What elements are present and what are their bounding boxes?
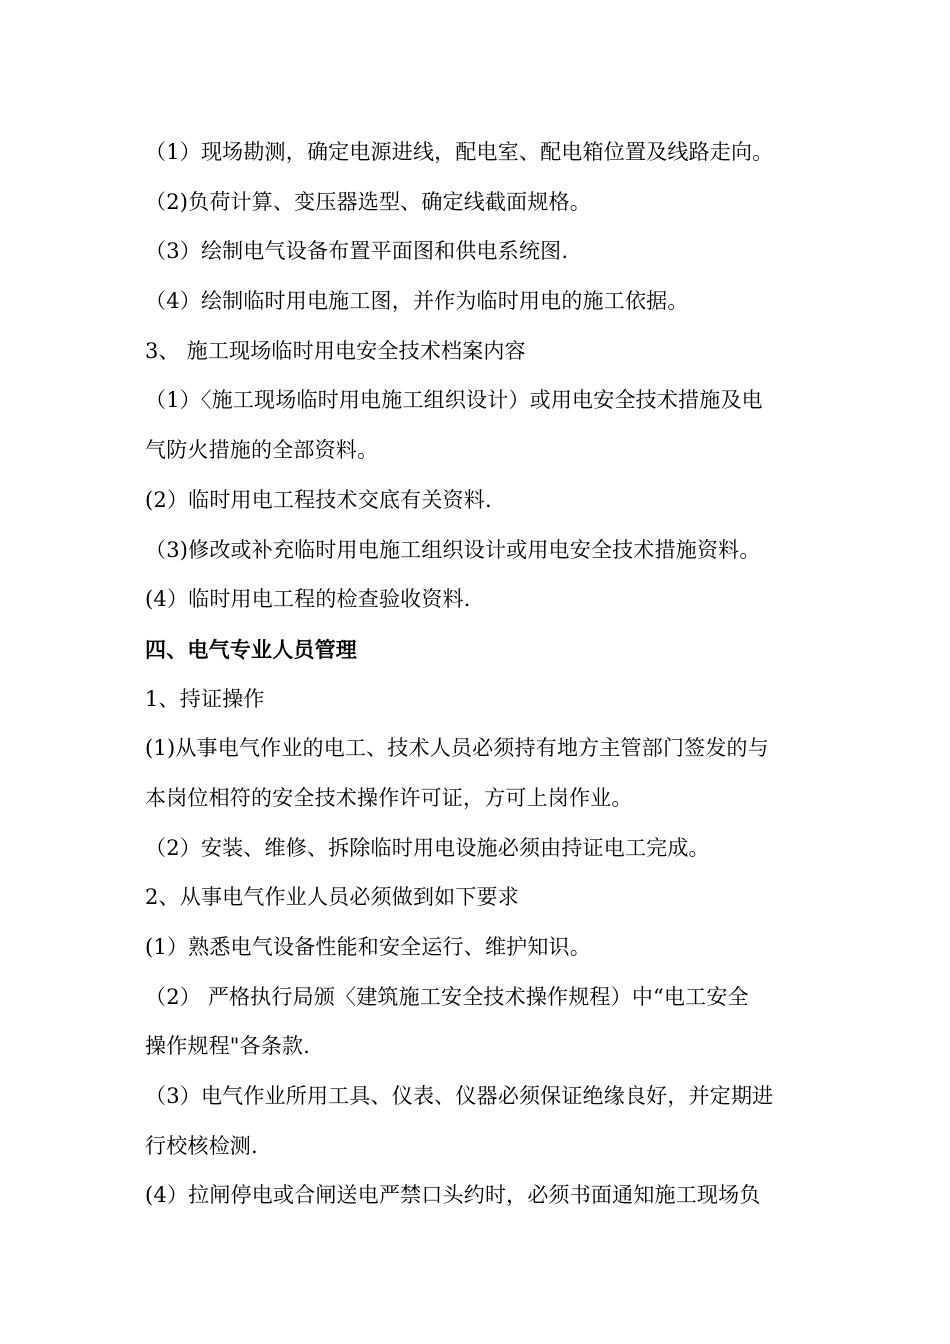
paragraph-line: （2)负荷计算、变压器选型、确定线截面规格。 (145, 189, 591, 214)
paragraph-line: (1）熟悉电气设备性能和安全运行、维护知识。 (145, 935, 591, 959)
paragraph-line: （4）绘制临时用电施工图，并作为临时用电的施工依据。 (145, 289, 689, 314)
paragraph-line: (2）临时用电工程技术交底有关资料. (145, 487, 492, 512)
paragraph-line: （3）电气作业所用工具、仪表、仪器必须保证绝缘良好，并定期进 (145, 1084, 774, 1109)
subsection-heading: 1、持证操作 (145, 686, 265, 711)
paragraph-line: 行校核检测. (145, 1133, 258, 1158)
paragraph-line: (4）拉闸停电或合闸送电严禁口头约时，必须书面通知施工现场负 (145, 1183, 761, 1208)
paragraph-line: （2）安装、维修、拆除临时用电设施必须由持证电工完成。 (145, 835, 710, 860)
paragraph-line: (1)从事电气作业的电工、技术人员必须持有地方主管部门签发的与 (145, 736, 769, 761)
paragraph-line: （3）绘制电气设备布置平面图和供电系统图. (145, 239, 569, 264)
paragraph-line: （1）现场勘测，确定电源进线，配电室、配电箱位置及线路走向。 (145, 140, 774, 164)
section-heading: 四、电气专业人员管理 (145, 636, 357, 662)
paragraph-line: （1）〈施工现场临时用电施工组织设计）或用电安全技术措施及电 (145, 388, 763, 413)
paragraph-line: (4）临时用电工程的检查验收资料. (145, 587, 471, 612)
subsection-heading: 2、从事电气作业人员必须做到如下要求 (145, 885, 519, 910)
paragraph-line: 气防火措施的全部资料。 (145, 438, 379, 463)
paragraph-line: 操作规程"各条款. (145, 1034, 311, 1059)
paragraph-line: （2） 严格执行局颁〈建筑施工安全技术操作规程）中“电工安全 (145, 984, 749, 1009)
document-body (145, 128, 815, 1221)
paragraph-line: （3)修改或补充临时用电施工组织设计或用电安全技术措施资料。 (145, 537, 761, 562)
paragraph-line: 本岗位相符的安全技术操作许可证，方可上岗作业。 (145, 785, 633, 810)
subsection-heading: 3、 施工现场临时用电安全技术档案内容 (145, 338, 526, 363)
